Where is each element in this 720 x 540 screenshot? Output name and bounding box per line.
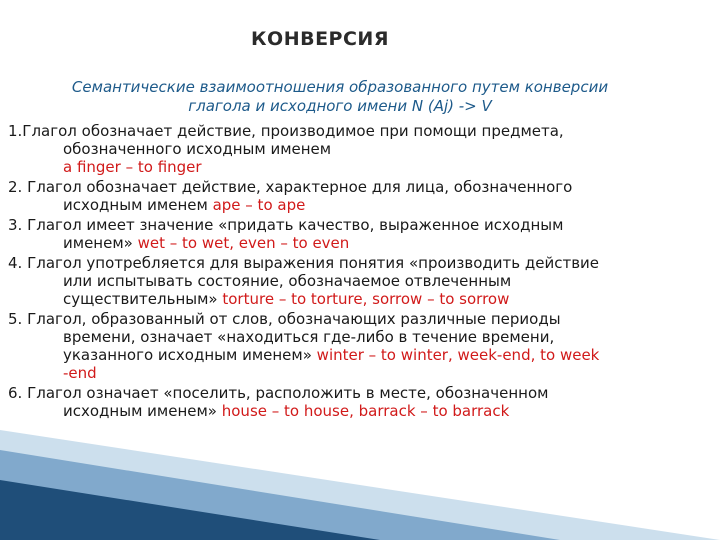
item-text: обозначенного исходным именем xyxy=(63,140,332,158)
item-text: именем» xyxy=(63,234,138,252)
corner-decoration xyxy=(0,430,720,540)
item-text-line xyxy=(8,234,698,252)
list-item xyxy=(8,254,698,308)
item-text: указанного исходным именем» xyxy=(63,346,317,364)
subtitle-line-1: Семантические взаимоотношения образованного путем конверсии xyxy=(71,78,609,96)
subtitle-line-2: глагола и исходного имени N (Aj) -> V xyxy=(188,97,492,115)
item-text: 1.Глагол обозначает действие, производимое при помощи предмета, xyxy=(8,122,564,140)
item-example: ape – to ape xyxy=(212,196,306,214)
item-example: winter – to winter, week-end, to week xyxy=(316,346,600,364)
item-example: wet – to wet, even – to even xyxy=(137,234,350,252)
item-text-line xyxy=(8,402,698,420)
item-text-line xyxy=(8,196,698,214)
item-example: -end xyxy=(63,364,97,382)
item-text: 4. Глагол употребляется для выражения понятия «производить действие xyxy=(8,254,600,272)
list-item xyxy=(8,216,698,252)
item-text: или испытывать состояние, обозначаемое отвлеченным xyxy=(63,272,512,290)
item-example: torture – to torture, sorrow – to sorrow xyxy=(222,290,510,308)
item-text: 3. Глагол имеет значение «придать качество, выраженное исходным xyxy=(8,216,564,234)
item-text: времени, означает «находиться где-либо в течение времени, xyxy=(63,328,555,346)
item-text: 5. Глагол, образованный от слов, обозначающих различные периоды xyxy=(8,310,561,328)
slide-subtitle xyxy=(40,78,640,116)
item-example: house – to house, barrack – to barrack xyxy=(221,402,510,420)
item-text-line xyxy=(8,346,698,364)
rules-list xyxy=(8,122,698,422)
item-text: исходным именем» xyxy=(63,402,222,420)
item-text: исходным именем xyxy=(63,196,213,214)
list-item xyxy=(8,178,698,214)
item-text: 6. Глагол означает «поселить, расположить в месте, обозначенном xyxy=(8,384,549,402)
slide-title: КОНВЕРСИЯ xyxy=(251,28,389,50)
list-item xyxy=(8,122,698,176)
list-item xyxy=(8,310,698,382)
list-item xyxy=(8,384,698,420)
item-text: существительным» xyxy=(63,290,223,308)
item-text: 2. Глагол обозначает действие, характерное для лица, обозначенного xyxy=(8,178,573,196)
item-text-line xyxy=(8,290,698,308)
item-example: a finger – to finger xyxy=(63,158,202,176)
